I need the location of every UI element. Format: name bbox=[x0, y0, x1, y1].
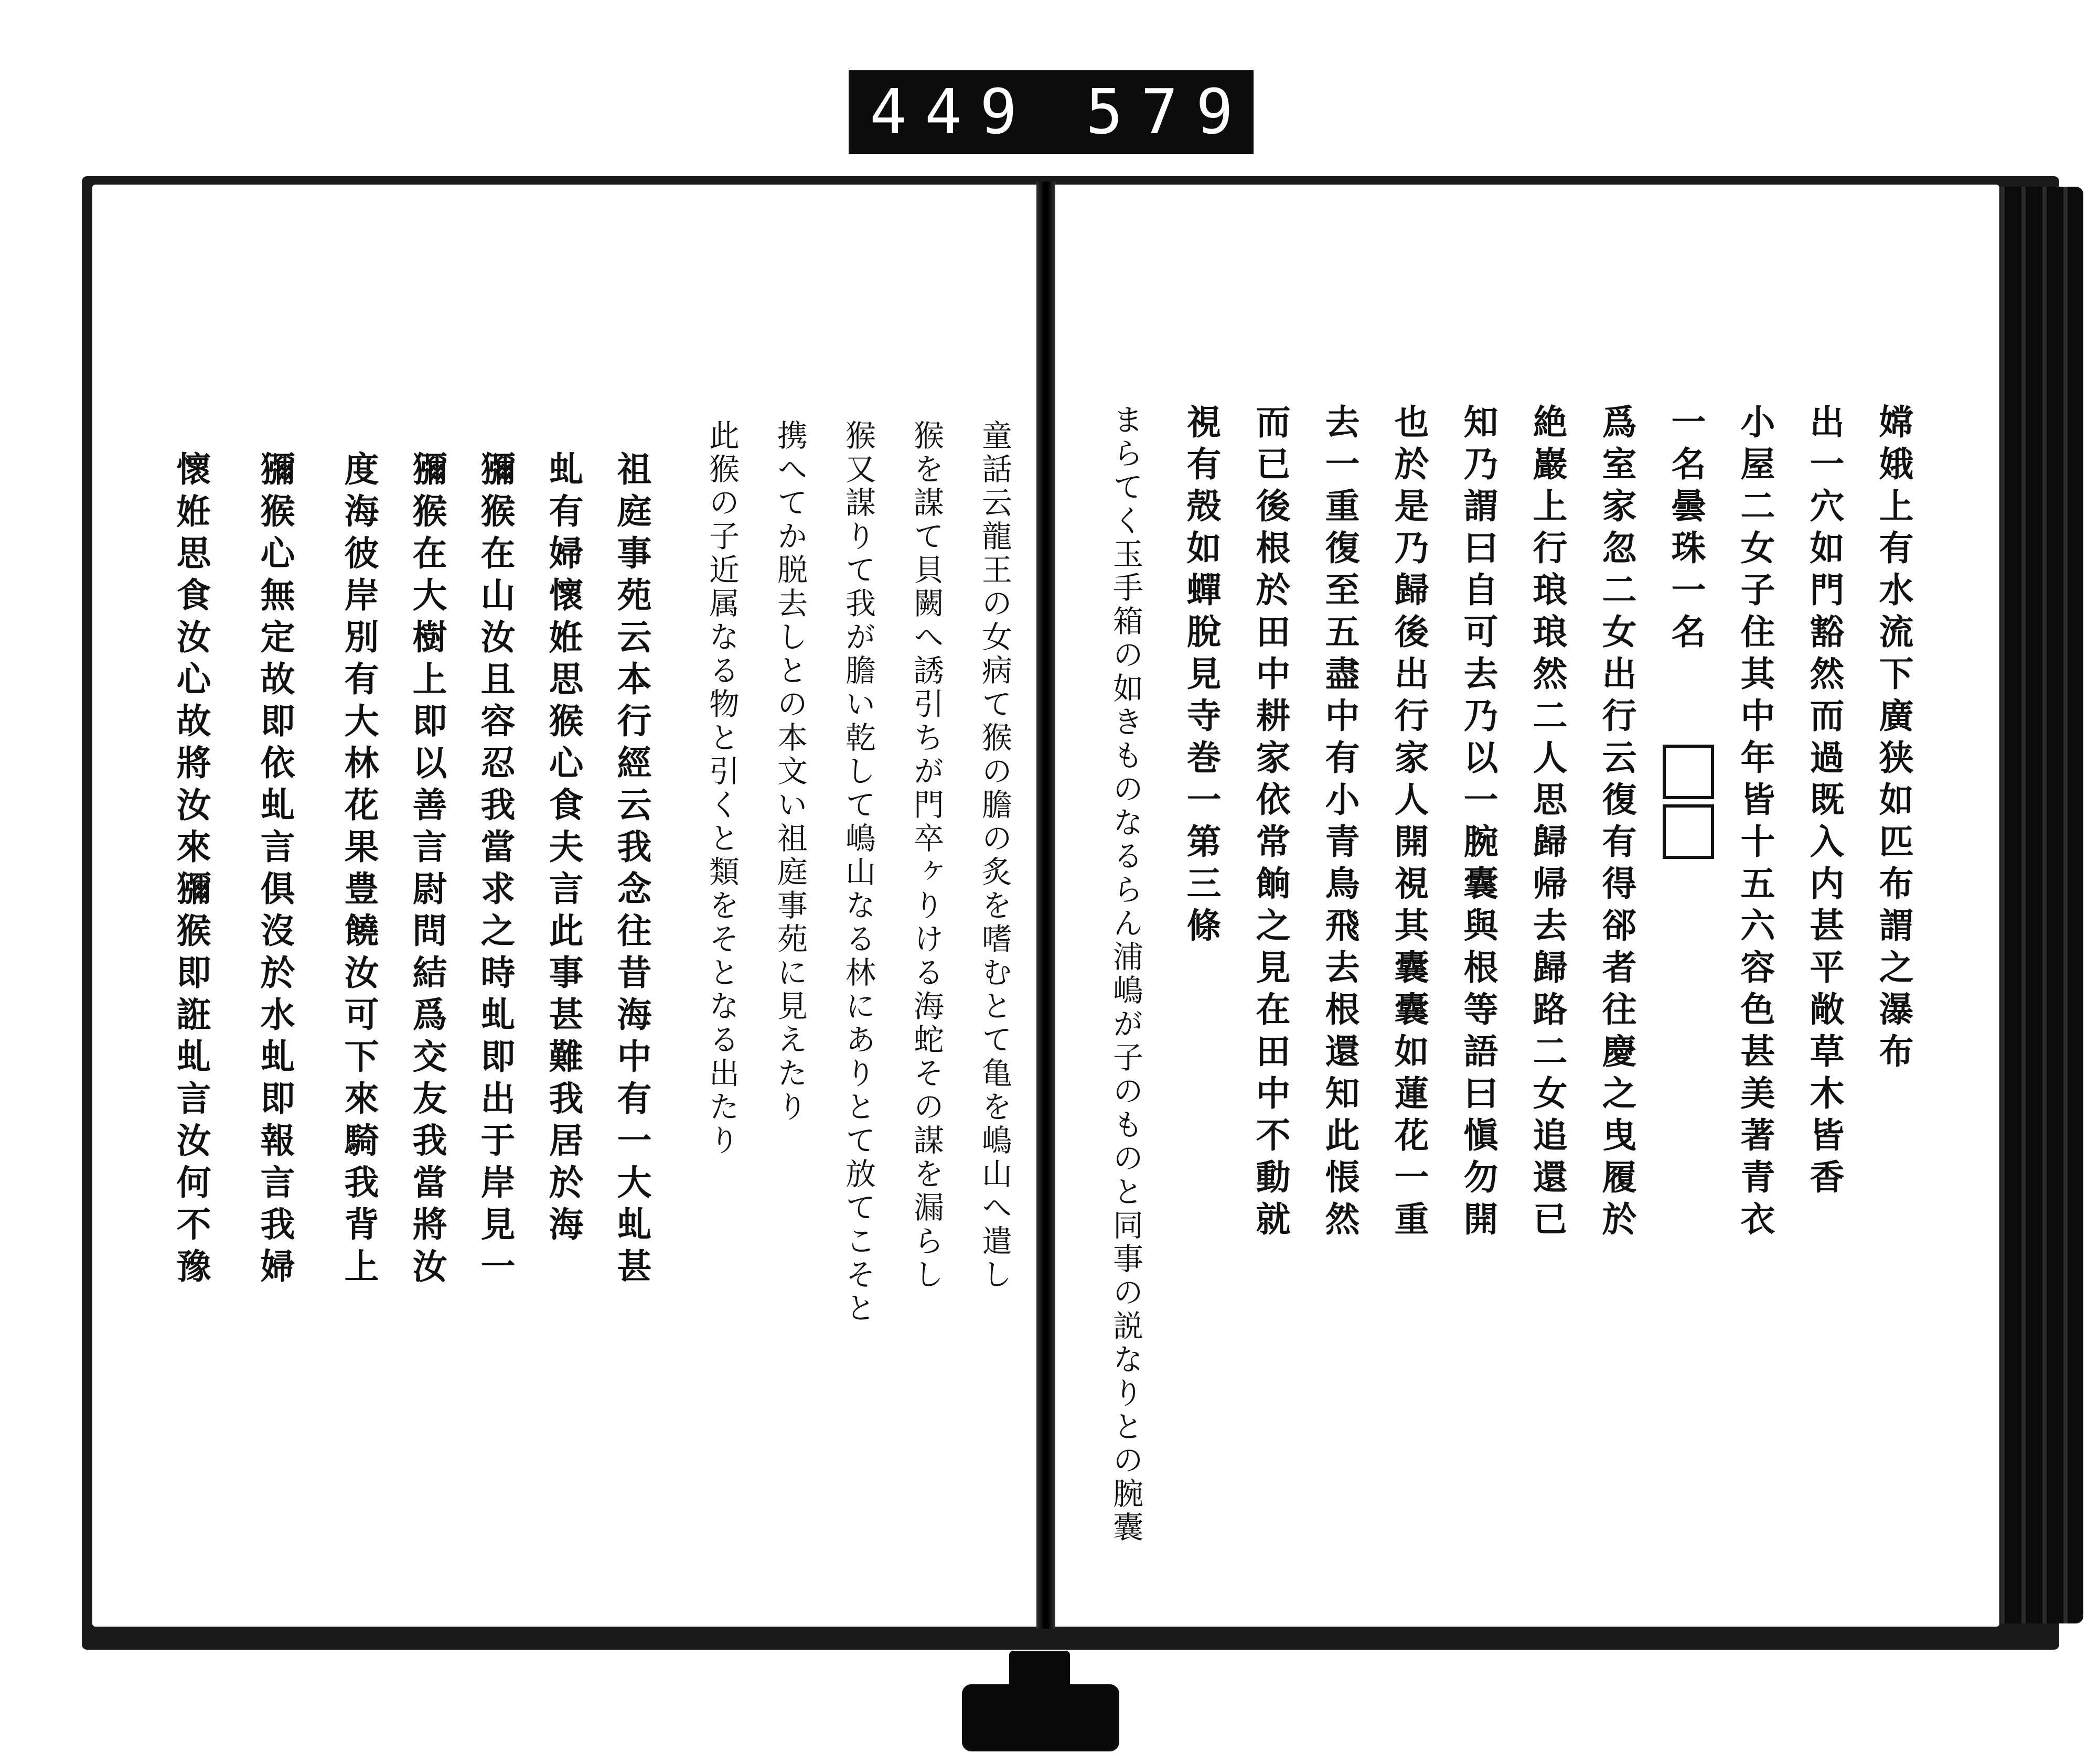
empty-box-1 bbox=[1663, 745, 1714, 799]
left-page-column-8: 獼猴在山汝且容忍我當求之時虬即出于岸見一 bbox=[475, 451, 516, 1290]
archive-number-label bbox=[849, 70, 1307, 154]
right-page-column-12: まらてく玉手箱の如きものなるらん浦嶋が子のものと同事の説なりとの腕囊 bbox=[1108, 404, 1143, 1545]
right-page-column-5: 爲室家忽二女出行云復有得郤者往慶之曳履於 bbox=[1596, 404, 1637, 1243]
right-page-column-8: 也於是乃歸後出行家人開視其囊囊如蓮花一重 bbox=[1388, 404, 1429, 1243]
right-page-column-9: 去一重復至五盡中有小青鳥飛去根還知此悵然 bbox=[1319, 404, 1360, 1243]
right-page-column-1: 嫦娥上有水流下廣狭如匹布謂之瀑布 bbox=[1873, 404, 1914, 1075]
book-spine-edge bbox=[1991, 187, 2083, 1623]
book-gutter bbox=[1036, 181, 1055, 1629]
left-page-column-12: 懷姙思食汝心故將汝來獼猴即誑虬言汝何不豫 bbox=[170, 451, 211, 1290]
left-page-column-7: 虬有婦懷姙思猴心食夫言此事甚難我居於海 bbox=[543, 451, 584, 1248]
left-page-column-1: 童話云龍王の女病て猴の膽の炙を嗜むとて亀を嶋山へ遣し bbox=[977, 420, 1012, 1292]
archive-number-right: 579. bbox=[1086, 76, 1307, 148]
right-page-column-6: 絶巖上行琅琅然二人思歸帰去歸路二女追還已 bbox=[1527, 404, 1568, 1243]
left-page-column-5: 此猴の子近属なる物と引くと類をそとなる出たり bbox=[704, 420, 740, 1158]
right-page-column-3: 小屋二女子住其中年皆十五六容色甚美著青衣 bbox=[1735, 404, 1775, 1243]
left-page-column-10: 度海彼岸別有大林花果豊饒汝可下來騎我背上 bbox=[338, 451, 379, 1290]
empty-box-2 bbox=[1663, 804, 1714, 859]
left-page-column-2: 猴を謀て貝闕へ誘引ちが門卒ヶりける海蛇その謀を漏らし bbox=[908, 420, 944, 1292]
right-page-column-4: 一名曇珠一名 bbox=[1665, 404, 1706, 655]
right-page-column-11: 視有殻如蟬脫見寺巻一第三條 bbox=[1181, 404, 1222, 949]
right-page-column-7: 知乃謂曰自可去乃以一腕囊與根等語曰愼勿開 bbox=[1458, 404, 1498, 1243]
archive-number-left: 449 bbox=[870, 76, 1035, 148]
left-page-column-11: 獼猴心無定故即依虬言俱沒於水虬即報言我婦 bbox=[254, 451, 295, 1290]
book-clasp bbox=[1009, 1651, 1070, 1688]
left-page-column-4: 携へてか脱去しとの本文い祖庭事苑に見えたり bbox=[772, 420, 808, 1124]
left-page-column-6: 祖庭事苑云本行經云我念往昔海中有一大虬甚 bbox=[611, 451, 652, 1290]
left-page-column-3: 猴又謀りて我が膽い乾して嶋山なる林にありとて放てこそと bbox=[840, 420, 876, 1326]
right-page-column-2: 出一穴如門豁然而過既入内甚平敞草木皆香 bbox=[1804, 404, 1845, 1201]
book-clasp-base bbox=[962, 1684, 1119, 1751]
left-page-column-9: 獼猴在大樹上即以善言尉問結爲交友我當將汝 bbox=[406, 451, 447, 1290]
right-page-column-10: 而已後根於田中耕家依常餉之見在田中不動就 bbox=[1250, 404, 1291, 1243]
